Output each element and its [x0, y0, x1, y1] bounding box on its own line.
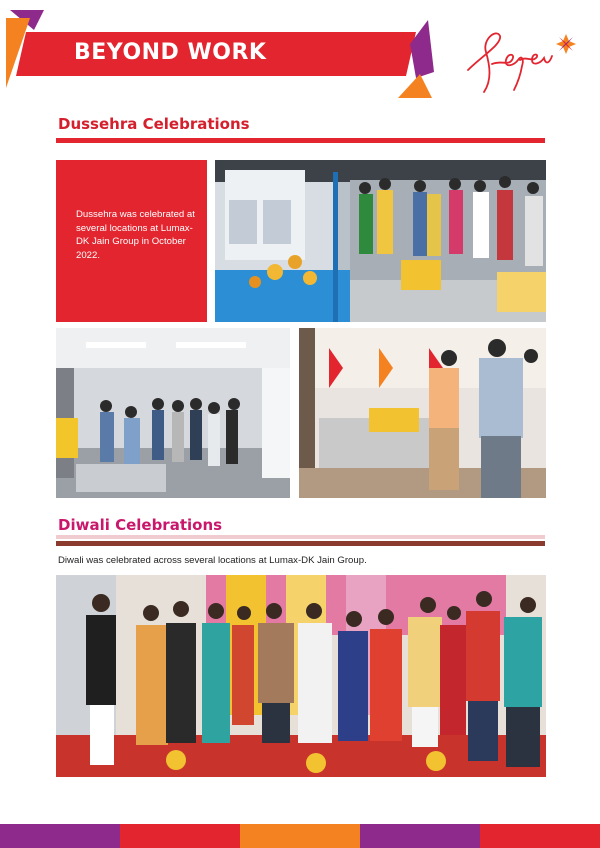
dussehra-photo-pooja [215, 160, 546, 322]
diwali-caption: Diwali was celebrated across several locations at Lumax-DK Jain Group. [58, 555, 367, 566]
dussehra-divider [56, 138, 545, 143]
dussehra-description: Dussehra was celebrated at several locations at Lumax-DK Jain Group in October 2022. [76, 209, 195, 261]
dussehra-heading: Dussehra Celebrations [58, 115, 250, 133]
dussehra-photo-shopfloor [56, 328, 290, 498]
diwali-divider [56, 541, 545, 546]
footer-color-band [0, 824, 600, 848]
diwali-heading: Diwali Celebrations [58, 516, 223, 534]
dussehra-photo-machine-pooja [299, 328, 546, 498]
page-title: BEYOND WORK [74, 40, 267, 65]
diwali-group-photo [56, 575, 546, 777]
sagar-logo [462, 26, 582, 98]
diwali-divider-light [56, 535, 545, 539]
dussehra-info-card [56, 160, 207, 322]
